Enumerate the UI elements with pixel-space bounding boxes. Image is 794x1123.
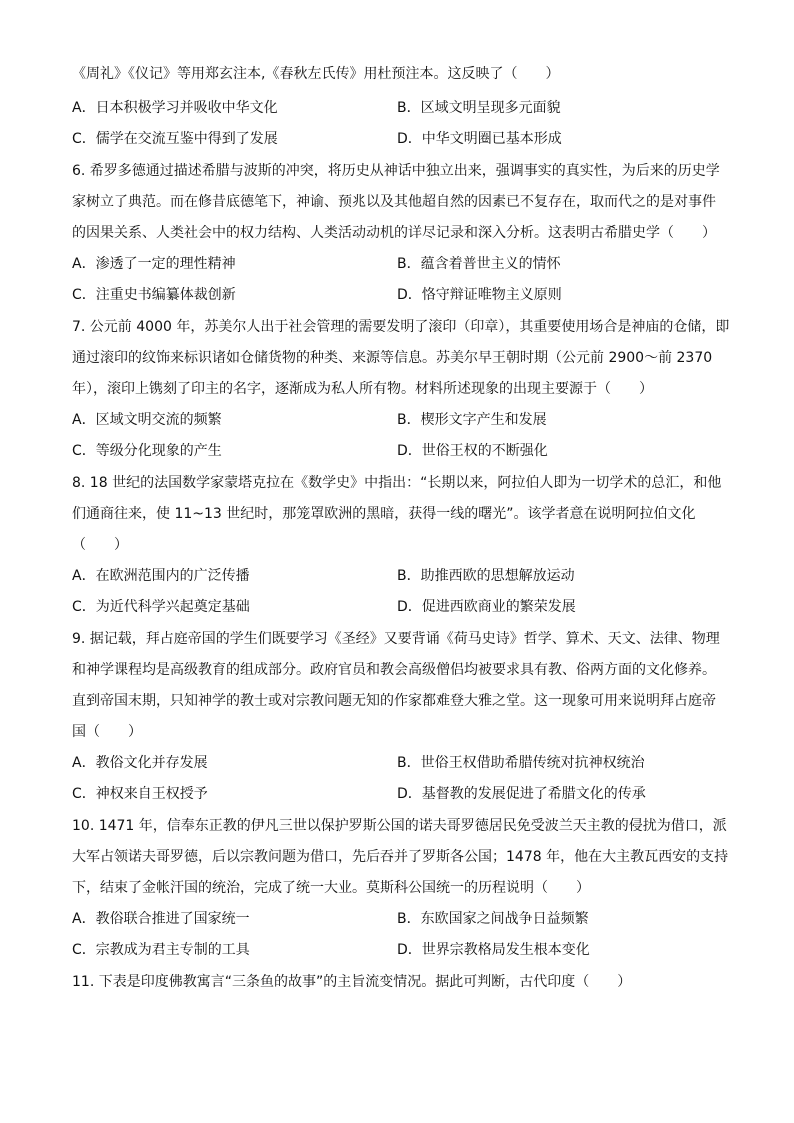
- q9-stem-line-1: 9. 据记载，拜占庭帝国的学生们既要学习《圣经》又要背诵《荷马史诗》哲学、算术、天文、法律、物理: [72, 631, 720, 647]
- q8-option-a: A．在欧洲范围内的广泛传播: [72, 568, 250, 584]
- q5-option-b: B．区域文明呈现多元面貌: [397, 100, 561, 116]
- q9-stem-line-2: 和神学课程均是高级教育的组成部分。政府官员和教会高级僧侣均被要求具有教、俗两方面的文化修养。: [72, 662, 716, 678]
- q7-stem-line-3: 年），滚印上镌刻了印主的名字，逐渐成为私人所有物。材料所述现象的出现主要源于（ ）: [72, 381, 653, 397]
- q8-stem-line-2: 们通商往来，使 11~13 世纪时，那笼罩欧洲的黑暗，获得一线的曙光”。该学者意在说明阿拉伯文化: [72, 506, 696, 522]
- q7-stem-line-1: 7. 公元前 4000 年，苏美尔人出于社会管理的需要发明了滚印（印章），其重要使用场合是神庙的仓储，即: [72, 319, 730, 335]
- q7-option-d: D．世俗王权的不断强化: [397, 443, 548, 459]
- q10-option-c: C．宗教成为君主专制的工具: [72, 942, 250, 958]
- q9-option-b: B．世俗王权借助希腊传统对抗神权统治: [397, 755, 645, 771]
- q5-stem-tail: 《周礼》《仪记》等用郑玄注本,《春秋左氏传》用杜预注本。这反映了（ ）: [72, 66, 560, 82]
- q5-option-a: A．日本积极学习并吸收中华文化: [72, 100, 278, 116]
- q8-option-c: C．为近代科学兴起奠定基础: [72, 599, 250, 615]
- q9-option-d: D．基督教的发展促进了希腊文化的传承: [397, 786, 646, 802]
- q10-option-d: D．世界宗教格局发生根本变化: [397, 942, 590, 958]
- q8-stem-line-3: （ ）: [72, 537, 128, 553]
- q8-option-d: D．促进西欧商业的繁荣发展: [397, 599, 576, 615]
- q9-option-c: C．神权来自王权授予: [72, 786, 208, 802]
- q11-stem-line-1: 11. 下表是印度佛教寓言“三条鱼的故事”的主旨流变情况。据此可判断，古代印度（ ）: [72, 974, 632, 990]
- q7-option-c: C．等级分化现象的产生: [72, 443, 222, 459]
- q10-stem-line-1: 10. 1471 年，信奉东正教的伊凡三世以保护罗斯公国的诺夫哥罗德居民免受波兰天主教的侵扰为借口，派: [72, 818, 727, 834]
- q8-stem-line-1: 8. 18 世纪的法国数学家蒙塔克拉在《数学史》中指出：“长期以来，阿拉伯人即为一切学术的总汇，和他: [72, 475, 722, 491]
- q10-stem-line-3: 下，结束了金帐汗国的统治，完成了统一大业。莫斯科公国统一的历程说明（ ）: [72, 880, 590, 896]
- q6-option-a: A．渗透了一定的理性精神: [72, 256, 236, 272]
- q9-option-a: A．教俗文化并存发展: [72, 755, 208, 771]
- q6-option-c: C．注重史书编纂体裁创新: [72, 287, 236, 303]
- q6-stem-line-2: 家树立了典范。而在修昔底德笔下，神谕、预兆以及其他超自然的因素已不复存在，取而代之的是对事件: [72, 194, 716, 210]
- q6-option-d: D．恪守辩证唯物主义原则: [397, 287, 562, 303]
- q5-option-c: C．儒学在交流互鉴中得到了发展: [72, 131, 278, 147]
- q10-option-b: B．东欧国家之间战争日益频繁: [397, 911, 589, 927]
- q7-stem-line-2: 通过滚印的纹饰来标识诸如仓储货物的种类、来源等信息。苏美尔早王朝时期（公元前 2900～前 2370: [72, 350, 713, 366]
- q9-stem-line-4: 国（ ）: [72, 724, 142, 740]
- q8-option-b: B．助推西欧的思想解放运动: [397, 568, 575, 584]
- q5-option-d: D．中华文明圈已基本形成: [397, 131, 562, 147]
- q7-option-b: B．楔形文字产生和发展: [397, 412, 547, 428]
- q6-stem-line-3: 的因果关系、人类社会中的权力结构、人类活动动机的详尽记录和深入分析。这表明古希腊史学（ ）: [72, 225, 716, 241]
- q7-option-a: A．区域文明交流的频繁: [72, 412, 222, 428]
- q9-stem-line-3: 直到帝国末期，只知神学的教士或对宗教问题无知的作家都难登大雅之堂。这一现象可用来说明拜占庭帝: [72, 693, 716, 709]
- q10-stem-line-2: 大军占领诺夫哥罗德，后以宗教问题为借口，先后吞并了罗斯各公国；1478 年，他在大主教瓦西安的支持: [72, 849, 729, 865]
- q6-stem-line-1: 6. 希罗多德通过描述希腊与波斯的冲突，将历史从神话中独立出来，强调事实的真实性，为后来的历史学: [72, 163, 720, 179]
- q6-option-b: B．蕴含着普世主义的情怀: [397, 256, 561, 272]
- q10-option-a: A．教俗联合推进了国家统一: [72, 911, 250, 927]
